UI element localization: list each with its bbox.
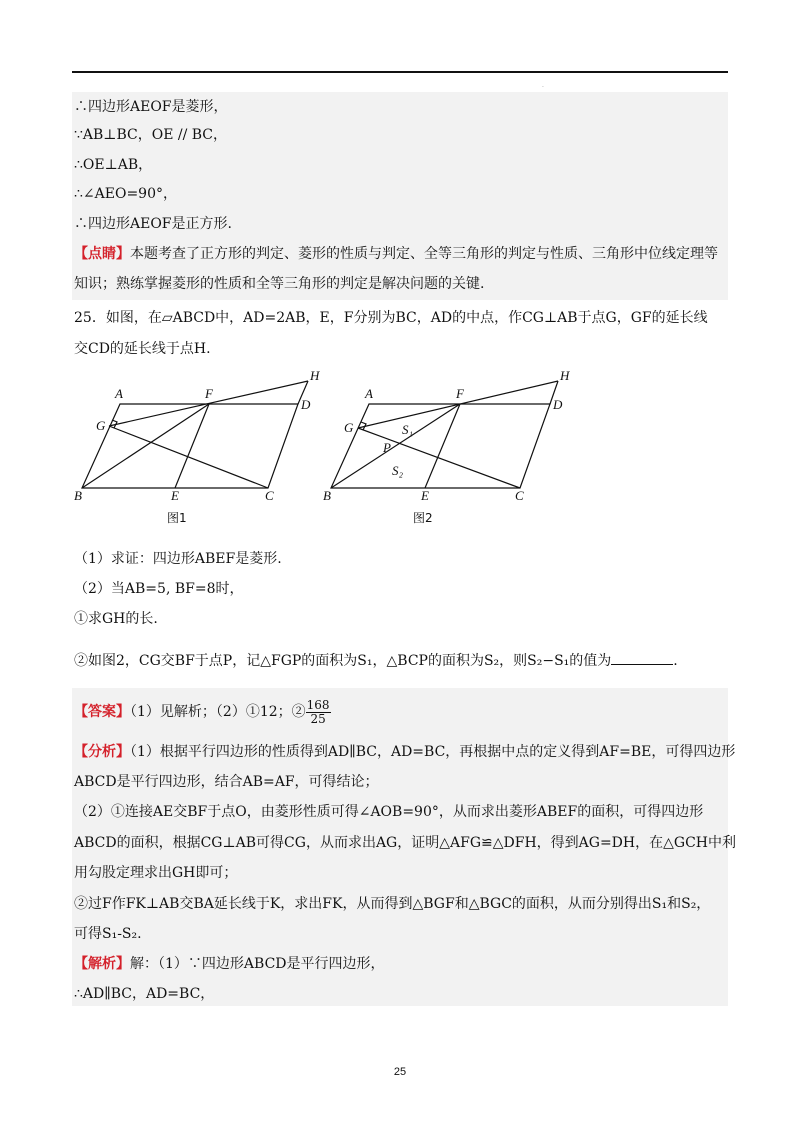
fig1-label-d: D — [301, 397, 311, 412]
analysis-line-5: 用勾股定理求出GH即可； — [74, 865, 238, 881]
question-2b-end: . — [673, 653, 678, 669]
question-1: （1）求证：四边形ABEF是菱形. — [74, 551, 282, 567]
fig1-caption: 图1 — [167, 511, 187, 525]
comment-line-2: 知识；熟练掌握菱形的性质和全等三角形的判定是解决问题的关键. — [74, 276, 485, 292]
prev-line-1: ∴四边形AEOF是菱形， — [74, 99, 228, 115]
solution-text-1: 解：（1）∵四边形ABCD是平行四边形， — [130, 956, 385, 972]
analysis-tag: 【分析】 — [74, 744, 130, 760]
fig2-label-s2: S₂ — [392, 463, 404, 478]
question-2b-text: ②如图2，CG交BF于点P，记△FGP的面积为S₁，△BCP的面积为S₂，则S₂−S₁的值为 — [74, 653, 612, 669]
answer-fraction — [306, 699, 331, 726]
fig2-label-g: G — [344, 420, 354, 435]
question-2b — [74, 650, 726, 670]
geometry-figures — [72, 362, 792, 532]
header-rule — [72, 71, 728, 73]
fig2-label-s1: S₁ — [402, 422, 414, 437]
answer-fraction-denominator: 25 — [310, 711, 326, 726]
fig1-label-g: G — [96, 418, 106, 433]
answer-text: （1）见解析；（2）①12；② — [130, 704, 306, 720]
fig2-caption: 图2 — [413, 511, 433, 525]
solution-line-1 — [74, 955, 726, 973]
fig2-label-b: B — [323, 488, 331, 503]
fig2-label-e: E — [421, 488, 429, 503]
comment-line-1 — [74, 245, 726, 263]
fig1-label-a: A — [115, 386, 123, 401]
page-number: 25 — [393, 1066, 407, 1078]
analysis-line-7: 可得S₁-S₂. — [74, 926, 142, 942]
solution-line-2: ∴AD∥BC，AD=BC， — [74, 986, 215, 1002]
comment-tag: 【点睛】 — [74, 246, 130, 262]
prev-line-3: ∴OE⊥AB， — [74, 157, 153, 173]
fig1-label-h: H — [310, 368, 320, 383]
fig2-label-h: H — [560, 368, 570, 383]
fig1-cg — [109, 426, 268, 488]
fig1-ef — [175, 404, 209, 488]
analysis-line-2: ABCD是平行四边形，结合AB=AF，可得结论； — [74, 774, 379, 790]
question-2a: ①求GH的长. — [74, 611, 158, 627]
analysis-line-4: ABCD的面积，根据CG⊥AB可得CG，从而求出AG，证明△AFG≌△DFH，得到AG=DH，在△GCH中利 — [74, 835, 736, 851]
problem-line-1: 25．如图，在▱ABCD中，AD=2AB，E，F分别为BC，AD的中点，作CG⊥AB于点G，GF的延长线 — [74, 310, 708, 326]
answer-line — [74, 694, 726, 730]
comment-text-1: 本题考查了正方形的判定、菱形的性质与判定、全等三角形的判定与性质、三角形中位线定理等 — [130, 246, 718, 262]
fig1-label-c: C — [265, 488, 274, 503]
fig2-label-d: D — [553, 397, 563, 412]
fig2-label-a: A — [365, 386, 373, 401]
fig1-label-f: F — [205, 386, 213, 401]
solution-tag: 【解析】 — [74, 956, 130, 972]
problem-line-2: 交CD的延长线于点H. — [74, 341, 211, 357]
fig2-cg — [358, 428, 520, 488]
analysis-line-6: ②过F作FK⊥AB交BA延长线于K，求出FK，从而得到△BGF和△BGC的面积，从而分别得出S₁和S₂， — [74, 896, 711, 912]
answer-blank — [611, 650, 673, 665]
figure-2 — [323, 368, 570, 525]
fig1-label-b: B — [74, 488, 82, 503]
prev-line-5: ∴四边形AEOF是正方形. — [74, 216, 232, 232]
fig2-label-p: P — [383, 440, 391, 455]
header-mark: · — [542, 84, 544, 91]
answer-tag: 【答案】 — [74, 704, 130, 720]
fig2-ef — [425, 404, 460, 488]
fig2-label-c: C — [515, 488, 524, 503]
figure-1 — [74, 368, 320, 525]
analysis-text-1: （1）根据平行四边形的性质得到AD∥BC，AD=BC，再根据中点的定义得到AF=BE，可得四边形 — [130, 744, 736, 760]
question-2: （2）当AB=5, BF=8时， — [74, 581, 244, 597]
prev-line-4: ∴∠AEO=90°， — [74, 186, 177, 202]
fig2-label-f: F — [456, 386, 464, 401]
prev-line-2: ∵AB⊥BC，OE // BC， — [74, 127, 228, 143]
analysis-line-1 — [74, 743, 736, 761]
answer-fraction-numerator: 168 — [306, 697, 330, 712]
analysis-line-3: （2）①连接AE交BF于点O，由菱形性质可得∠AOB=90°，从而求出菱形ABEF的面积，可得四边形 — [74, 804, 704, 820]
fig1-label-e: E — [171, 488, 179, 503]
